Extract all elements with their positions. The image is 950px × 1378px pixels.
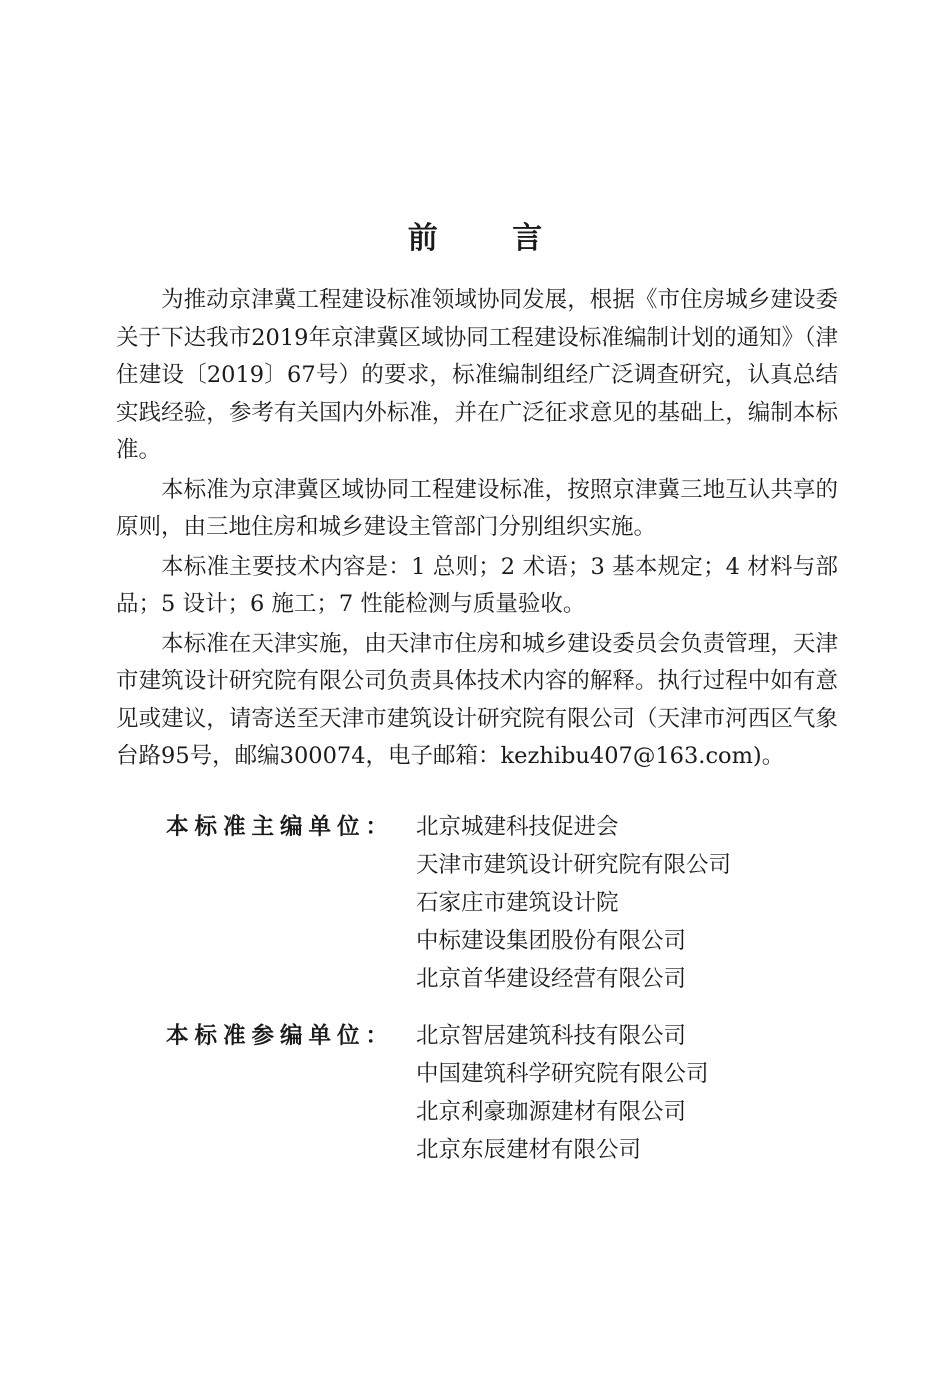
list-item: 北京城建科技促进会 [416,814,619,840]
list-item: 北京东辰建材有限公司 [416,1137,642,1163]
paragraph-contents: 本标准主要技术内容是：1 总则；2 术语；3 基本规定；4 材料与部品；5 设计；6 施工；7 性能检测与质量验收。 [116,553,838,617]
list-item: 北京利豪珈源建材有限公司 [416,1099,687,1125]
list-item: 天津市建筑设计研究院有限公司 [416,852,732,878]
paragraph-management: 本标准在天津实施，由天津市住房和城乡建设委员会负责管理，天津市建筑设计研究院有限公司负责具体技术内容的解释。执行过程中如有意见或建议，请寄送至天津市建筑设计研究院有限公司（天津市河西区气象台路95号，邮编300074，电子邮箱：kezhibu407@163.com)。 [116,630,838,769]
list-item: 石家庄市建筑设计院 [416,890,619,916]
chief-units-label: 本标准主编单位： [166,814,395,840]
paragraph-background: 为推动京津冀工程建设标准领域协同发展，根据《市住房城乡建设委关于下达我市2019年京津冀区域协同工程建设标准编制计划的通知》（津住建设〔2019〕67号）的要求，标准编制组经广泛调查研究，认真总结实践经验，参考有关国内外标准，并在广泛征求意见的基础上，编制本标准。 [116,287,838,463]
list-item: 中标建设集团股份有限公司 [416,928,687,954]
page-title: 前 言 [407,221,575,256]
participating-units-section [116,1017,838,1169]
list-item: 中国建筑科学研究院有限公司 [416,1061,709,1087]
participating-units-list [416,1017,838,1169]
chief-units-section [116,808,838,998]
list-item: 北京首华建设经营有限公司 [416,966,687,992]
paragraph-scope: 本标准为京津冀区域协同工程建设标准，按照京津冀三地互认共享的原则，由三地住房和城乡建设主管部门分别组织实施。 [116,476,838,540]
preface-body [116,282,838,778]
list-item: 北京智居建筑科技有限公司 [416,1023,687,1049]
participating-units-label: 本标准参编单位： [166,1023,395,1049]
chief-units-list [416,808,838,998]
